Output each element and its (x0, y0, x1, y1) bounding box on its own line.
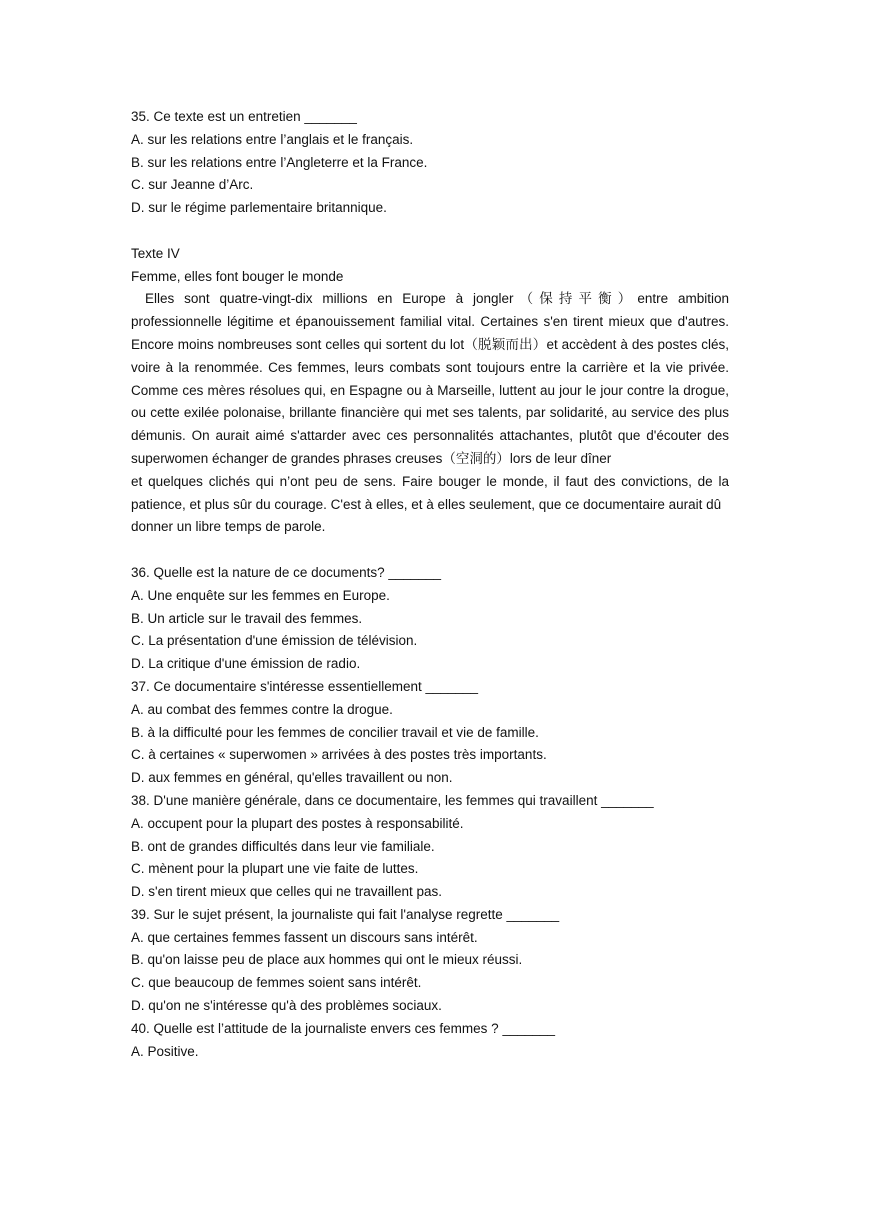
question-35-option-b: B. sur les relations entre l’Angleterre et la France. (131, 154, 428, 170)
question-35-option-c: C. sur Jeanne d’Arc. (131, 177, 254, 193)
texte-iv-section (131, 243, 729, 539)
question-35 (131, 106, 729, 220)
question-39-option-a: A. que certaines femmes fassent un discours sans intérêt. (131, 929, 478, 945)
question-40-option-a: A. Positive. (131, 1043, 199, 1059)
question-37-stem: 37. Ce documentaire s'intéresse essentiellement _______ (131, 678, 479, 694)
question-35-stem: 35. Ce texte est un entretien _______ (131, 109, 357, 124)
article-paragraph-1 (131, 288, 729, 470)
question-37-option-c: C. à certaines « superwomen » arrivées à des postes très importants. (131, 747, 547, 763)
article-title: Femme, elles font bouger le monde (131, 268, 344, 284)
question-37-option-b: B. à la difficulté pour les femmes de concilier travail et vie de famille. (131, 724, 539, 740)
question-37-option-d: D. aux femmes en général, qu'elles travaillent ou non. (131, 770, 453, 786)
question-39-option-d: D. qu'on ne s'intéresse qu'à des problèmes sociaux. (131, 998, 442, 1014)
article-paragraph-2: et quelques clichés qui n’ont peu de sens. Faire bouger le monde, il faut des convictions, de la patience, et plus sûr du courage. C'est à elles, et à elles seulement, que ce documentaire aurait dû (131, 473, 729, 512)
article-paragraph-3: donner un libre temps de parole. (131, 519, 326, 535)
question-37-option-a: A. au combat des femmes contre la drogue. (131, 701, 393, 717)
question-36-option-a: A. Une enquête sur les femmes en Europe. (131, 587, 390, 603)
question-40-stem: 40. Quelle est l’attitude de la journaliste envers ces femmes ? _______ (131, 1020, 555, 1036)
question-38-stem: 38. D'une manière générale, dans ce documentaire, les femmes qui travaillent _______ (131, 792, 654, 808)
question-40 (131, 1018, 729, 1064)
section-heading: Texte IV (131, 245, 180, 261)
question-37 (131, 676, 729, 790)
question-35-option-a: A. sur les relations entre l’anglais et le français. (131, 131, 414, 147)
question-36-option-c: C. La présentation d'une émission de télévision. (131, 633, 418, 649)
question-38-option-c: C. mènent pour la plupart une vie faite de luttes. (131, 861, 419, 877)
question-38 (131, 790, 729, 904)
question-36-option-b: B. Un article sur le travail des femmes. (131, 610, 363, 626)
question-39-stem: 39. Sur le sujet présent, la journaliste qui fait l'analyse regrette _______ (131, 906, 560, 922)
question-35-option-d: D. sur le régime parlementaire britannique. (131, 200, 387, 216)
question-36 (131, 562, 729, 676)
question-36-stem: 36. Quelle est la nature de ce documents? _______ (131, 564, 441, 580)
question-38-option-b: B. ont de grandes difficultés dans leur vie familiale. (131, 838, 435, 854)
question-39-option-c: C. que beaucoup de femmes soient sans intérêt. (131, 975, 422, 991)
question-36-option-d: D. La critique d'une émission de radio. (131, 656, 361, 672)
question-38-option-a: A. occupent pour la plupart des postes à responsabilité. (131, 815, 464, 831)
document-page (131, 106, 729, 1063)
question-39-option-b: B. qu'on laisse peu de place aux hommes qui ont le mieux réussi. (131, 952, 523, 968)
spacer (131, 539, 729, 562)
spacer (131, 220, 729, 243)
article-paragraph-1-text: Elles sont quatre-vingt-dix millions en Europe à jongler（保持平衡）entre ambition professionnelle légitime et épanouissement familial vital. Certaines s'en tirent mieux que d'autres. Encore moins nombreuses sont celles qui sortent du lot（脱颖而出）et accèdent à des postes clés, voire à la renommée. Ces femmes, leurs combats sont toujours entre la carrière et la vie privée. Comme ces mères résolues qui, en Espagne ou à Marseille, luttent au jour le jour contre la drogue, ou cette exilée polonaise, brillante financière qui met ses talents, par solidarité, au service des plus démunis. On aurait aimé s'attarder avec ces personnalités attachantes, plutôt que d'écouter des superwomen échanger de grandes phrases creuses（空洞的）lors de leur dîner (131, 291, 729, 466)
question-39 (131, 904, 729, 1018)
question-38-option-d: D. s'en tirent mieux que celles qui ne travaillent pas. (131, 884, 442, 900)
